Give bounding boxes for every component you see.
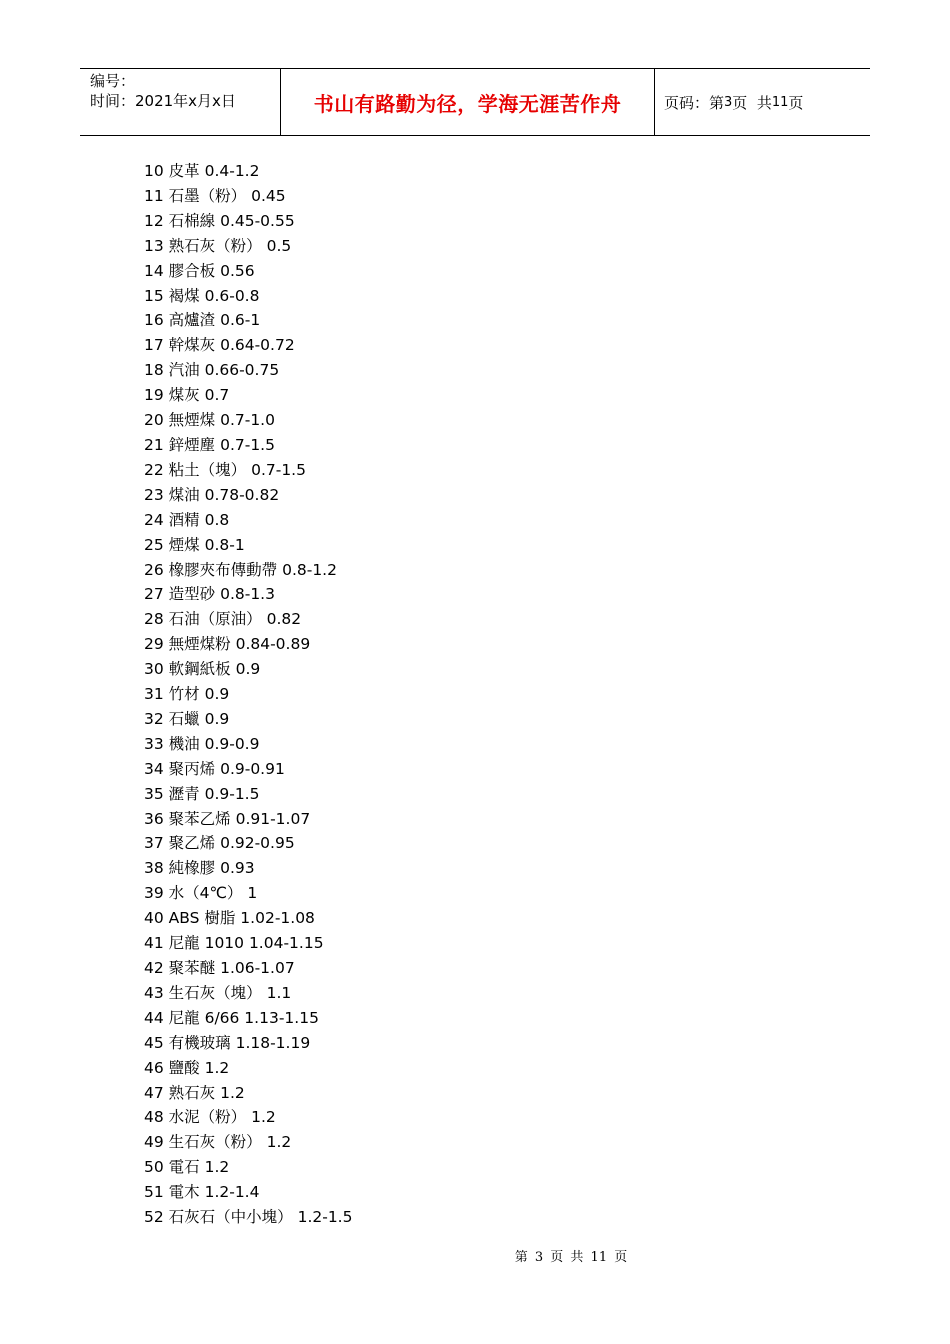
list-item: 19 煤灰 0.7 — [144, 386, 230, 405]
list-item: 40 ABS 樹脂 1.02-1.08 — [144, 909, 315, 928]
list-item: 17 幹煤灰 0.64-0.72 — [144, 336, 295, 355]
list-item: 49 生石灰（粉） 1.2 — [144, 1133, 292, 1152]
list-item: 48 水泥（粉） 1.2 — [144, 1108, 276, 1127]
time-label: 时间：2021年x月x日 — [90, 92, 236, 110]
list-item: 26 橡膠夾布傳動帶 0.8-1.2 — [144, 560, 337, 579]
list-item: 14 膠合板 0.56 — [144, 261, 255, 280]
list-item: 15 褐煤 0.6-0.8 — [144, 286, 260, 305]
page-footer: 第 3 页 共 11 页 — [514, 1250, 628, 1265]
list-item: 50 電石 1.2 — [144, 1158, 230, 1177]
list-item: 52 石灰石（中小塊） 1.2-1.5 — [144, 1208, 353, 1227]
list-item: 47 熟石灰 1.2 — [144, 1083, 245, 1102]
list-item: 34 聚丙烯 0.9-0.91 — [144, 759, 285, 778]
list-item: 27 造型砂 0.8-1.3 — [144, 585, 275, 604]
header-divider — [654, 69, 655, 135]
header-meta — [90, 71, 280, 111]
header-motto: 书山有路勤为径，学海无涯苦作舟 — [313, 91, 622, 116]
list-item: 31 竹材 0.9 — [144, 685, 230, 704]
header-page-info — [664, 69, 803, 135]
list-item: 16 高爐渣 0.6-1 — [144, 311, 261, 330]
list-item: 41 尼龍 1010 1.04-1.15 — [144, 934, 324, 953]
page-mid: 页 共 — [732, 93, 772, 112]
list-item: 45 有機玻璃 1.18-1.19 — [144, 1033, 311, 1052]
page-label: 页码：第 — [664, 93, 725, 112]
list-item: 42 聚苯醚 1.06-1.07 — [144, 959, 295, 977]
list-item: 11 石墨（粉） 0.45 — [144, 186, 286, 205]
list-item: 46 鹽酸 1.2 — [144, 1058, 230, 1077]
page-header — [80, 68, 870, 136]
list-item: 32 石蠟 0.9 — [144, 709, 230, 728]
list-item: 13 熟石灰（粉） 0.5 — [144, 236, 292, 255]
list-item: 51 電木 1.2-1.4 — [144, 1183, 260, 1202]
density-list — [144, 159, 352, 1230]
page-current: 3 — [724, 94, 733, 110]
list-item: 21 鋅煙塵 0.7-1.5 — [144, 435, 275, 454]
list-item: 23 煤油 0.78-0.82 — [144, 485, 280, 504]
list-item: 22 粘土（塊） 0.7-1.5 — [144, 460, 306, 479]
list-item: 35 瀝青 0.9-1.5 — [144, 784, 260, 803]
list-item: 28 石油（原油） 0.82 — [144, 610, 302, 629]
list-item: 38 純橡膠 0.93 — [144, 859, 255, 878]
page-end: 页 — [788, 93, 804, 112]
list-item: 36 聚苯乙烯 0.91-1.07 — [144, 809, 311, 828]
list-item: 10 皮革 0.4-1.2 — [144, 162, 260, 180]
list-item: 12 石棉線 0.45-0.55 — [144, 211, 295, 230]
list-item: 25 煙煤 0.8-1 — [144, 535, 245, 554]
page-total: 11 — [771, 94, 789, 110]
list-item: 33 機油 0.9-0.9 — [144, 734, 260, 753]
list-item: 37 聚乙烯 0.92-0.95 — [144, 834, 295, 853]
list-item: 39 水（4℃） 1 — [144, 884, 258, 903]
list-item: 30 軟鋼紙板 0.9 — [144, 660, 261, 679]
list-item: 44 尼龍 6/66 1.13-1.15 — [144, 1008, 319, 1027]
list-item: 43 生石灰（塊） 1.1 — [144, 983, 292, 1002]
list-item: 24 酒精 0.8 — [144, 510, 230, 529]
number-label: 编号： — [90, 72, 136, 90]
list-item: 29 無煙煤粉 0.84-0.89 — [144, 635, 311, 654]
list-item: 18 汽油 0.66-0.75 — [144, 361, 280, 380]
list-item: 20 無煙煤 0.7-1.0 — [144, 411, 275, 430]
